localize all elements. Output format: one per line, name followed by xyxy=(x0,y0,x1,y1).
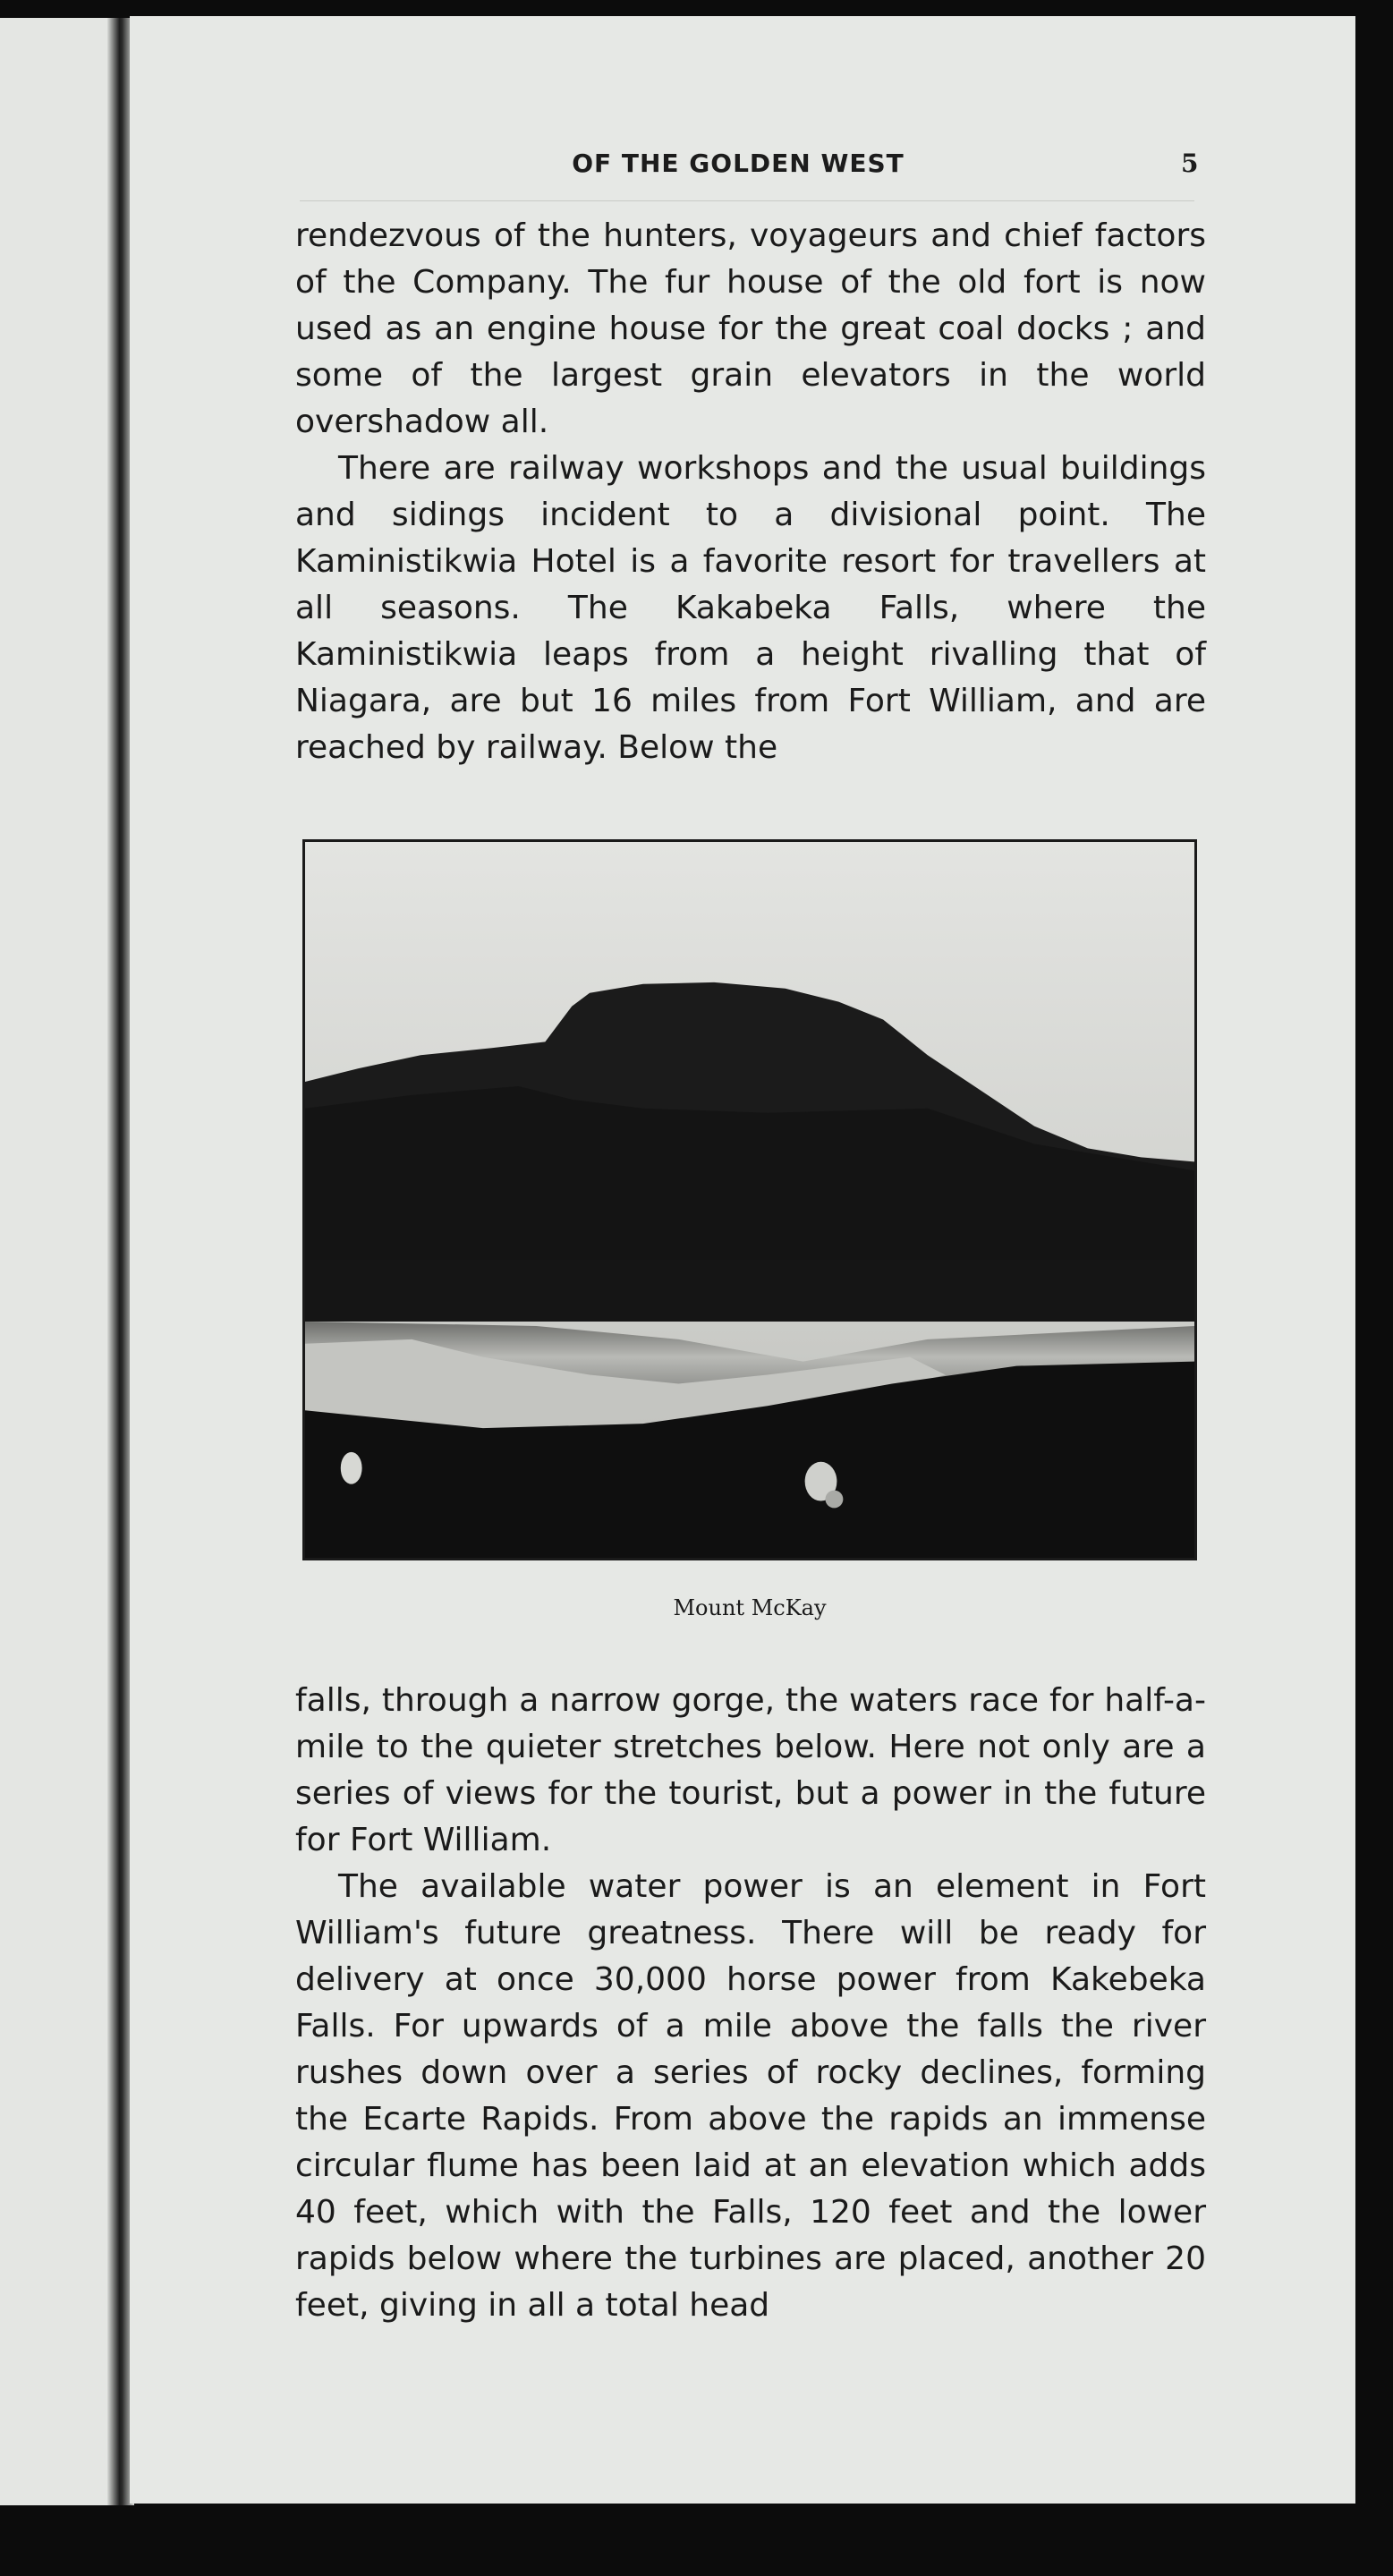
page-number: 5 xyxy=(1181,149,1199,178)
paragraph: rendezvous of the hunters, voyageurs and chief factors of the Company. The fur house of the old fort is now used as an engine house for the great coal docks ; and some of the largest grain elevators in the world overshadow all. xyxy=(295,217,1206,440)
running-head xyxy=(130,149,1355,184)
figure-caption: Mount McKay xyxy=(673,1595,827,1620)
paragraph: There are railway workshops and the usual buildings and sidings incident to a divisional point. The Kaministikwia Hotel is a favorite resort for travellers at all seasons. The Kakabeka Falls, where the Kaministikwia leaps from a height rivalling that of Niagara, are but 16 miles from Fort William, and are reached by railway. Below the xyxy=(295,450,1206,766)
scan-right-edge xyxy=(1355,16,1393,2504)
head-divider xyxy=(300,200,1194,201)
book-page xyxy=(130,16,1355,2504)
mount-mckay-photograph xyxy=(302,839,1197,1560)
text-block-top xyxy=(295,213,1206,771)
paragraph: The available water power is an element in Fort William's future greatness. There will be ready for delivery at once 30,000 horse power from Kakebeka Falls. For upwards of a mile above the falls the river rushes down over a series of rocky declines, forming the Ecarte Rapids. From above the rapids an immense circular flume has been laid at an elevation which adds 40 feet, which with the Falls, 120 feet and the lower rapids below where the turbines are placed, another 20 feet, giving in all a total head xyxy=(295,1868,1206,2324)
running-title: OF THE GOLDEN WEST xyxy=(572,149,905,178)
text-block-bottom xyxy=(295,1678,1206,2329)
landscape-photo-image xyxy=(305,842,1194,1558)
paragraph: falls, through a narrow gorge, the waters race for half-a-mile to the quieter stretches below. Here not only are a series of views for the tourist, but a power in the future for Fort William. xyxy=(295,1682,1206,1858)
